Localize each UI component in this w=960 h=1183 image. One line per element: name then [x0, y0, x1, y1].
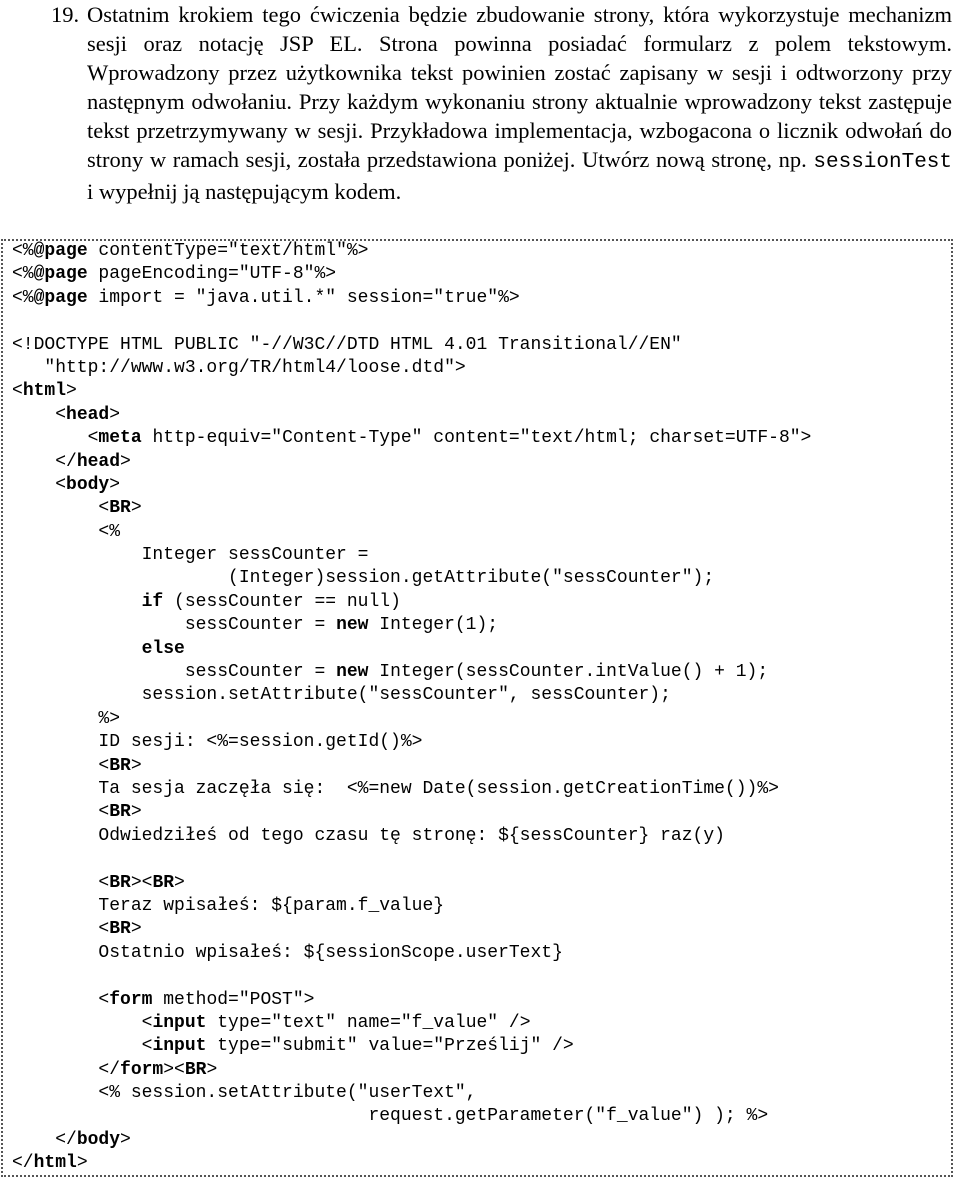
code-text: Ostatnio wpisałeś: ${sessionScope.userText} — [12, 942, 563, 963]
code-line — [12, 404, 952, 427]
code-line — [12, 427, 952, 450]
code-keyword: head — [66, 404, 110, 425]
code-text: > — [109, 474, 121, 495]
code-text: > — [66, 381, 77, 402]
code-line — [12, 918, 952, 941]
code-line — [12, 801, 952, 824]
code-keyword: BR — [109, 498, 131, 519]
instruction-paragraph — [0, 0, 952, 206]
code-keyword: @page — [33, 264, 88, 285]
code-keyword: if — [141, 591, 164, 612]
instruction-text-after: i wypełnij ją następującym kodem. — [87, 179, 402, 204]
code-line — [12, 591, 952, 614]
code-keyword: form — [120, 1059, 164, 1080]
code-text — [12, 639, 142, 659]
code-line — [12, 661, 952, 684]
code-text: (sessCounter == null) — [163, 591, 401, 612]
code-text — [12, 592, 142, 612]
code-text: > — [120, 451, 131, 472]
code-line — [12, 567, 952, 590]
code-text: </ — [12, 1153, 34, 1174]
code-text: Odwiedziłeś od tego czasu tę stronę: ${sessCounter} raz(y) — [12, 825, 725, 846]
code-text: <% — [12, 521, 121, 542]
code-text: request.getParameter("f_value") ); %> — [12, 1106, 769, 1127]
code-text: > — [76, 1153, 88, 1174]
code-text: type="text" name="f_value" /> — [206, 1012, 531, 1033]
code-text: import = "java.util.*" session="true"%> — [87, 287, 520, 308]
code-keyword: @page — [33, 287, 88, 308]
code-line — [12, 1082, 952, 1105]
code-text: < — [12, 872, 110, 893]
code-line — [12, 357, 952, 380]
code-keyword: body — [66, 474, 110, 495]
code-text: ID sesji: <%=session.getId()%> — [12, 732, 423, 753]
code-text: "http://www.w3.org/TR/html4/loose.dtd"> — [12, 357, 466, 378]
code-keyword: html — [33, 1153, 77, 1174]
code-keyword: BR — [152, 872, 175, 893]
code-line — [12, 1035, 952, 1058]
code-keyword: body — [76, 1129, 121, 1150]
code-keyword: BR — [109, 872, 131, 893]
code-text: sessCounter = — [12, 662, 337, 683]
code-line — [12, 614, 952, 637]
code-line — [12, 521, 952, 544]
code-line — [12, 380, 952, 403]
page-name-code: sessionTest — [813, 151, 953, 174]
code-text: </ — [12, 1129, 77, 1150]
code-line — [12, 310, 952, 333]
code-line — [12, 474, 952, 497]
code-text: < — [12, 1036, 153, 1057]
code-line — [12, 942, 952, 965]
code-keyword: meta — [98, 428, 142, 449]
code-text: <% — [12, 241, 34, 261]
code-line — [12, 1012, 952, 1035]
code-text: http-equiv="Content-Type" content="text/html; charset=UTF-8"> — [141, 428, 812, 449]
code-line — [12, 1105, 952, 1128]
code-line — [12, 240, 952, 263]
code-text: >< — [130, 872, 153, 893]
code-line — [12, 778, 952, 801]
code-line — [12, 1129, 952, 1152]
code-line — [12, 1152, 952, 1175]
code-line — [12, 872, 952, 895]
code-line — [12, 638, 952, 661]
code-text: < — [12, 1012, 153, 1033]
code-text: session.setAttribute("sessCounter", sessCounter); — [12, 685, 671, 706]
code-listing — [12, 240, 952, 1176]
code-text: > — [206, 1059, 218, 1080]
code-text: Teraz wpisałeś: ${param.f_value} — [12, 895, 445, 916]
code-keyword: BR — [184, 1059, 207, 1080]
code-text: sessCounter = — [12, 615, 337, 636]
item-number: 19. — [51, 2, 80, 27]
code-keyword: new — [336, 662, 369, 683]
code-line — [12, 497, 952, 520]
code-text: > — [130, 755, 142, 776]
code-line — [12, 451, 952, 474]
code-text: < — [12, 989, 110, 1010]
code-line — [12, 263, 952, 286]
code-keyword: new — [336, 615, 369, 636]
code-line — [12, 287, 952, 310]
code-text: < — [12, 802, 110, 823]
code-keyword: BR — [109, 802, 131, 823]
code-text: > — [109, 404, 121, 425]
code-text: < — [12, 428, 99, 449]
code-line — [12, 731, 952, 754]
code-text: < — [12, 474, 67, 495]
code-text: > — [174, 872, 185, 893]
code-line — [12, 989, 952, 1012]
code-text: < — [12, 381, 23, 402]
code-keyword: input — [152, 1012, 207, 1033]
code-text: %> — [12, 708, 121, 729]
code-text: Integer(sessCounter.intValue() + 1); — [368, 662, 769, 683]
code-keyword: else — [141, 638, 185, 659]
code-keyword: head — [76, 451, 121, 472]
code-line — [12, 708, 952, 731]
code-line — [12, 848, 952, 871]
code-text: > — [130, 919, 142, 940]
code-line — [12, 1059, 952, 1082]
instruction-text-before: Ostatnim krokiem tego ćwiczenia będzie zbudowanie strony, która wykorzystuje mechanizm sesji oraz notację JSP EL. Strona powinna posiadać formularz z polem tekstowym. Wprowadzony przez użytkownika tekst powinien zostać zapisany w sesji i odtworzony przy następnym odwołaniu. Przy każdym wykonaniu strony aktualnie wprowadzony tekst zastępuje tekst przetrzymywany w sesji. Przykładowa implementacja, wzbogacona o licznik odwołań do strony w ramach sesji, została przedstawiona poniżej. Utwórz nową stronę, np. — [87, 2, 952, 172]
code-text: type="submit" value="Prześlij" /> — [206, 1036, 574, 1057]
code-line — [12, 895, 952, 918]
code-text: > — [130, 498, 142, 519]
code-text: > — [130, 802, 142, 823]
code-line — [12, 825, 952, 848]
code-text: pageEncoding="UTF-8"%> — [87, 264, 337, 285]
code-text: <% session.setAttribute("userText", — [12, 1083, 477, 1104]
code-keyword: @page — [33, 241, 88, 261]
code-line — [12, 544, 952, 567]
code-line — [12, 755, 952, 778]
code-text: < — [12, 919, 110, 940]
instruction-text — [87, 0, 952, 206]
code-text: > — [120, 1129, 131, 1150]
code-text: >< — [163, 1059, 185, 1080]
code-line — [12, 965, 952, 988]
code-text: Integer(1); — [368, 615, 499, 636]
code-text: <% — [12, 264, 34, 285]
code-text: Integer sessCounter = — [12, 545, 369, 566]
code-text: (Integer)session.getAttribute("sessCounter"); — [12, 568, 715, 589]
code-keyword: form — [109, 989, 153, 1010]
code-keyword: input — [152, 1036, 207, 1057]
code-text: method="POST"> — [152, 989, 315, 1010]
code-text: <% — [12, 287, 34, 308]
code-text: Ta sesja zaczęła się: <%=new Date(session.getCreationTime())%> — [12, 778, 779, 799]
code-text: < — [12, 404, 67, 425]
code-line — [12, 684, 952, 707]
code-text: < — [12, 498, 110, 519]
code-line — [12, 334, 952, 357]
code-text: </ — [12, 1059, 121, 1080]
code-text: </ — [12, 451, 77, 472]
code-text: < — [12, 755, 110, 776]
code-keyword: BR — [109, 755, 131, 776]
code-text: <!DOCTYPE HTML PUBLIC "-//W3C//DTD HTML 4.01 Transitional//EN" — [12, 334, 682, 355]
code-keyword: BR — [109, 919, 131, 940]
code-text: contentType="text/html"%> — [87, 241, 369, 261]
code-keyword: html — [22, 381, 67, 402]
